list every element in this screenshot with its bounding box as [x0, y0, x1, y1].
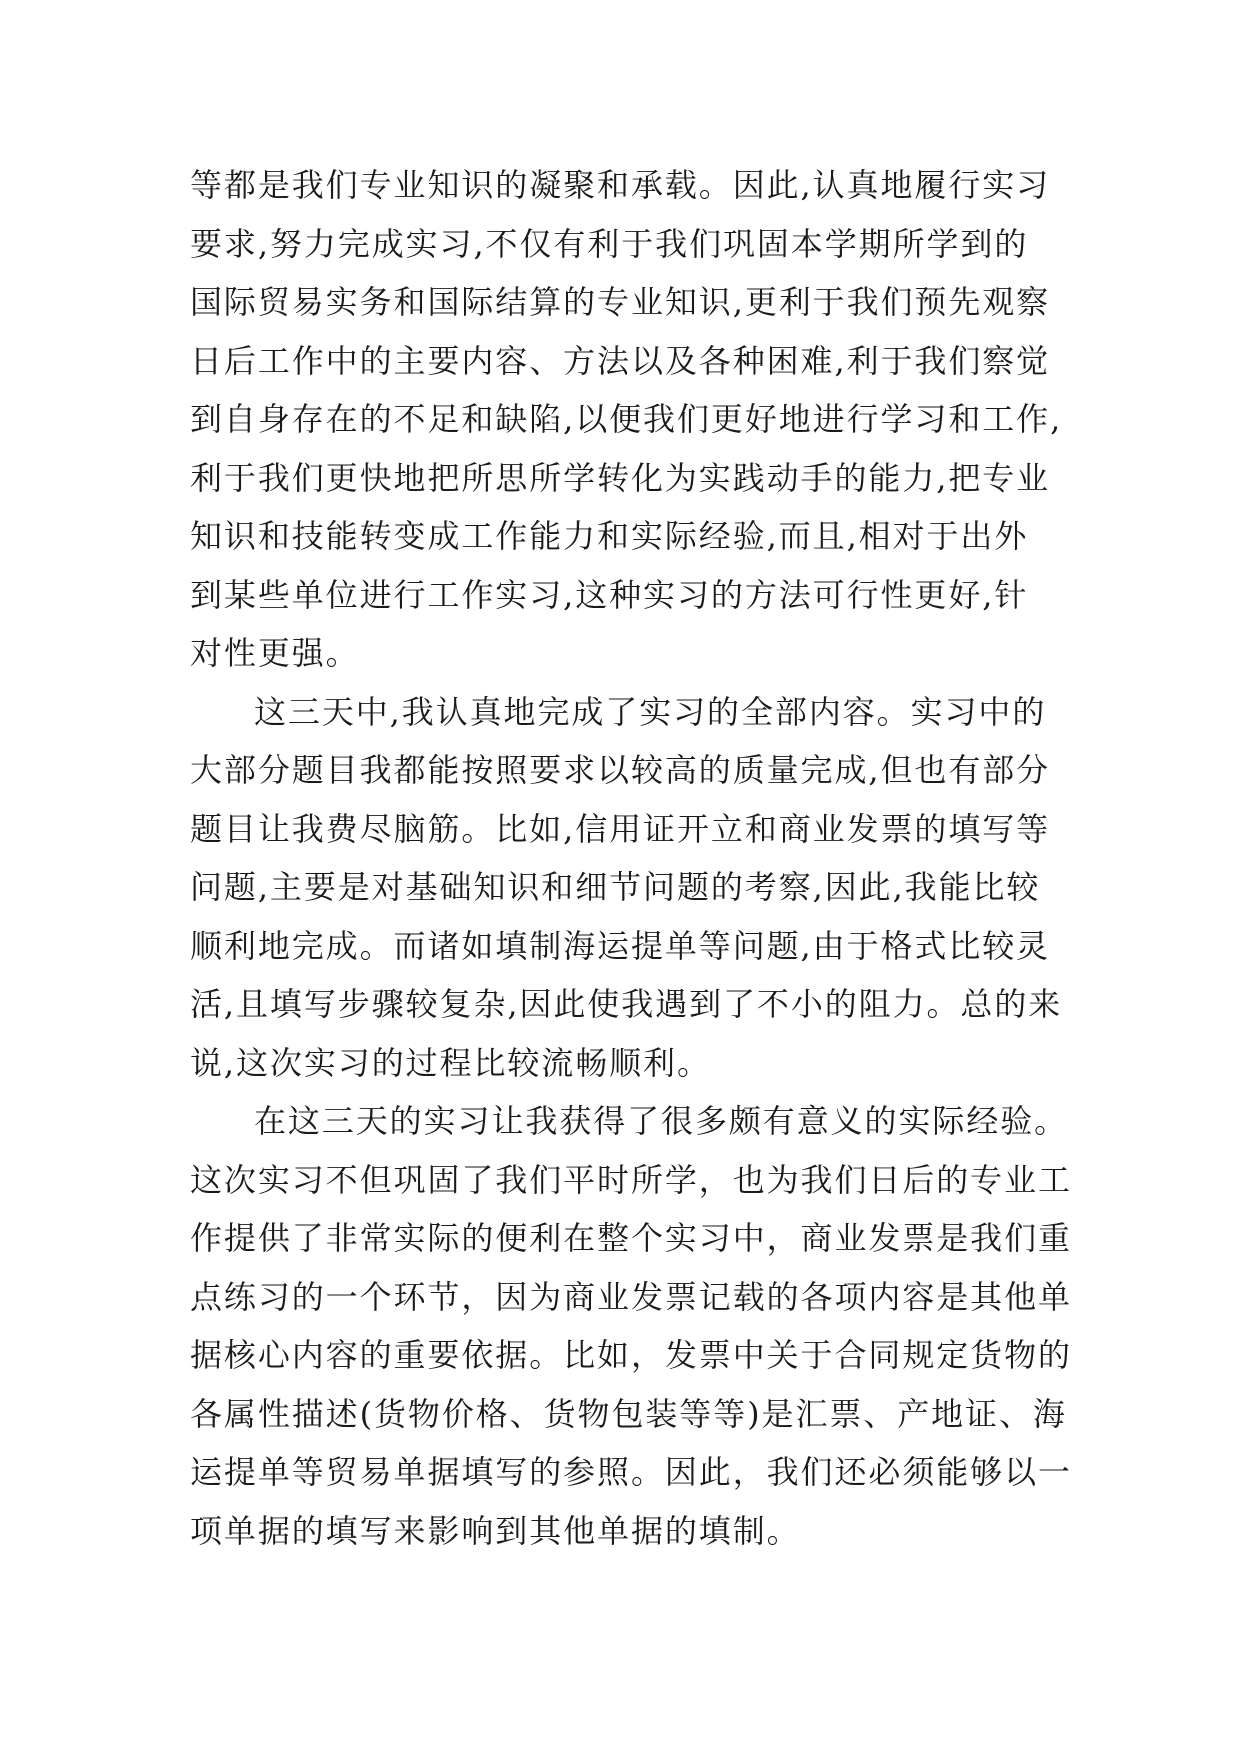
- text-line: 说,这次实习的过程比较流畅顺利。: [190, 1043, 711, 1082]
- text-line: 各属性描述(货物价格、货物包装等等)是汇票、产地证、海: [190, 1394, 1067, 1433]
- text-line: 运提单等贸易单据填写的参照。因此，我们还必须能够以一: [190, 1453, 1072, 1491]
- text-line: 项单据的填写来影响到其他单据的填制。: [190, 1511, 801, 1550]
- text-line: 据核心内容的重要依据。比如，发票中关于合同规定货物的: [190, 1336, 1072, 1374]
- text-line: 国际贸易实务和国际结算的专业知识,更利于我们预先观察: [190, 283, 1051, 321]
- text-line: 利于我们更快地把所思所学转化为实践动手的能力,把专业: [190, 458, 1051, 497]
- paragraph-first-line: 这三天中,我认真地完成了实习的全部内容。实习中的: [254, 692, 1047, 731]
- text-line: 作提供了非常实际的便利在整个实习中，商业发票是我们重: [190, 1219, 1072, 1257]
- text-line: 这次实习不但巩固了我们平时所学，也为我们日后的专业工: [190, 1160, 1072, 1199]
- text-line: 活,且填写步骤较复杂,因此使我遇到了不小的阻力。总的来: [190, 985, 1063, 1023]
- text-line: 点练习的一个环节，因为商业发票记载的各项内容是其他单: [190, 1277, 1072, 1316]
- text-line: 等都是我们专业知识的凝聚和承载。因此,认真地履行实习: [190, 166, 1051, 204]
- text-line: 题目让我费尽脑筋。比如,信用证开立和商业发票的填写等: [190, 809, 1051, 848]
- text-line: 日后工作中的主要内容、方法以及各种困难,利于我们察觉: [190, 341, 1051, 380]
- text-line: 要求,努力完成实习,不仅有利于我们巩固本学期所学到的: [190, 224, 1029, 263]
- paragraph-first-line: 在这三天的实习让我获得了很多颇有意义的实际经验。: [254, 1102, 1069, 1140]
- document-body: [190, 156, 1070, 1560]
- text-line: 顺利地完成。而诸如填制海运提单等问题,由于格式比较灵: [190, 926, 1051, 965]
- text-line: 对性更强。: [190, 634, 360, 672]
- text-line: 知识和技能转变成工作能力和实际经验,而且,相对于出外: [190, 517, 1029, 555]
- text-line: 问题,主要是对基础知识和细节问题的考察,因此,我能比较: [190, 868, 1041, 906]
- text-line: 到自身存在的不足和缺陷,以便我们更好地进行学习和工作,: [190, 400, 1063, 438]
- text-line: 大部分题目我都能按照要求以较高的质量完成,但也有部分: [190, 751, 1051, 789]
- text-line: 到某些单位进行工作实习,这种实习的方法可行性更好,针: [190, 575, 1029, 614]
